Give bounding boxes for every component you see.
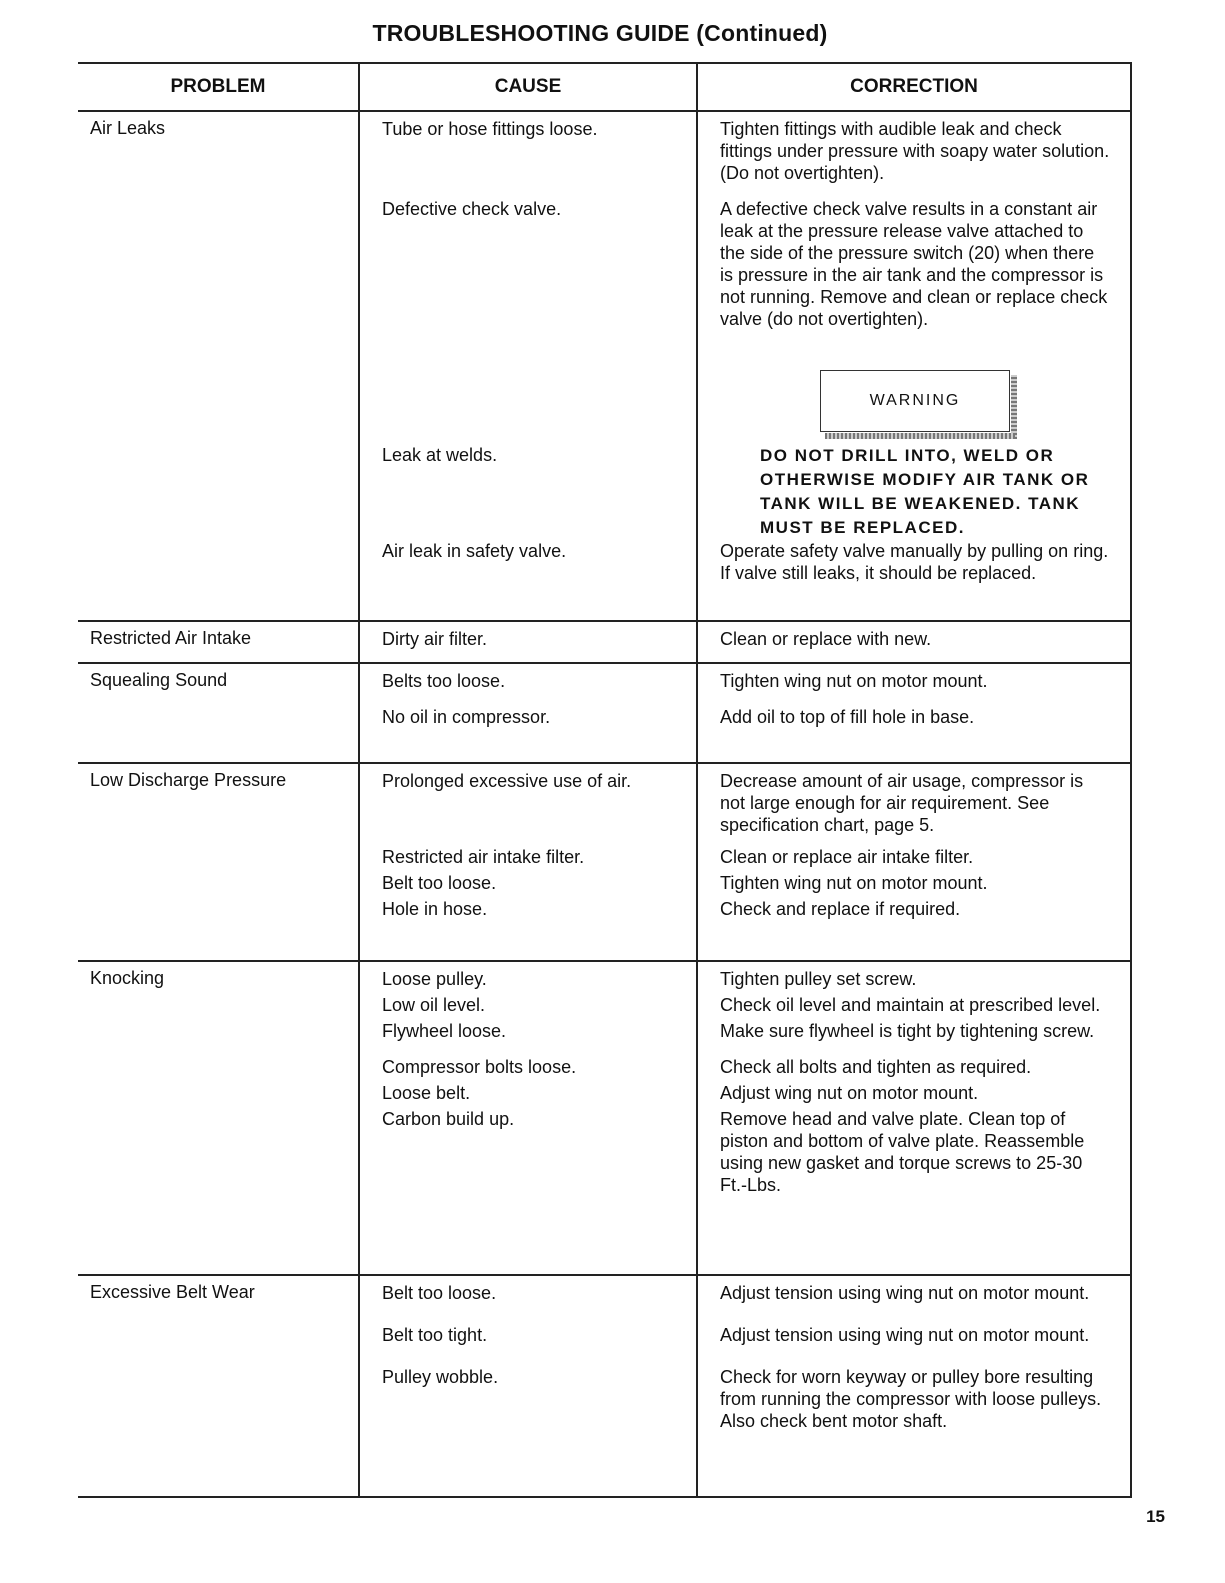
correction-text: Tighten fittings with audible leak and check fittings under pressure with soapy water solution. (Do not overtighten). xyxy=(720,119,1110,183)
cause-text: Belt too loose. xyxy=(382,873,497,893)
cause-cell xyxy=(358,664,696,762)
cause-text: Pulley wobble. xyxy=(382,1367,499,1387)
correction-text: Make sure flywheel is tight by tightening screw. xyxy=(720,1021,1095,1041)
cause-text: Defective check valve. xyxy=(382,199,562,219)
table-header xyxy=(78,64,1132,112)
cause-text: Carbon build up. xyxy=(382,1109,515,1129)
cause-cell xyxy=(358,962,696,1274)
correction-text: Clean or replace air intake filter. xyxy=(720,847,974,867)
cause-text: Flywheel loose. xyxy=(382,1021,507,1041)
header-correction: CORRECTION xyxy=(696,64,1132,110)
warning-block xyxy=(720,370,1110,540)
header-cause: CAUSE xyxy=(358,64,696,110)
table-row xyxy=(78,1276,1132,1496)
warning-label: WARNING xyxy=(820,370,1010,432)
page-number: 15 xyxy=(1146,1507,1165,1526)
correction-text: Operate safety valve manually by pulling on ring. If valve still leaks, it should be replaced. xyxy=(720,541,1109,583)
problem-cell: Low Discharge Pressure xyxy=(90,770,287,790)
cause-text: Belts too loose. xyxy=(382,671,506,691)
cause-text: Prolonged excessive use of air. xyxy=(382,771,632,791)
correction-cell xyxy=(696,962,1132,1274)
cause-text: No oil in compressor. xyxy=(382,707,551,727)
problem-cell: Restricted Air Intake xyxy=(90,628,252,648)
problem-cell: Air Leaks xyxy=(90,118,166,138)
correction-cell xyxy=(696,764,1132,960)
problem-cell: Knocking xyxy=(90,968,165,988)
troubleshooting-table xyxy=(78,62,1132,1498)
correction-cell xyxy=(696,622,1132,662)
cause-text: Restricted air intake filter. xyxy=(382,847,585,867)
correction-text: Check oil level and maintain at prescribed level. xyxy=(720,995,1101,1015)
warning-text: DO NOT DRILL INTO, WELD OR OTHERWISE MODIFY AIR TANK OR TANK WILL BE WEAKENED. TANK MUST BE REPLACED. xyxy=(760,446,1090,537)
page-title: TROUBLESHOOTING GUIDE (Continued) xyxy=(372,20,828,46)
correction-text: Tighten wing nut on motor mount. xyxy=(720,873,988,893)
warning-sign xyxy=(720,370,1110,432)
table-row xyxy=(78,962,1132,1276)
table-row xyxy=(78,622,1132,664)
correction-text: Check for worn keyway or pulley bore resulting from running the compressor with loose pulleys. Also check bent motor shaft. xyxy=(720,1367,1102,1431)
correction-text: Adjust wing nut on motor mount. xyxy=(720,1083,979,1103)
cause-text: Compressor bolts loose. xyxy=(382,1057,577,1077)
correction-text: Add oil to top of fill hole in base. xyxy=(720,707,975,727)
correction-cell xyxy=(696,664,1132,762)
cause-text: Low oil level. xyxy=(382,995,486,1015)
correction-text: Remove head and valve plate. Clean top of piston and bottom of valve plate. Reassemble using new gasket and torque screws to 25-30 Ft.-Lbs. xyxy=(720,1109,1085,1195)
header-problem: PROBLEM xyxy=(170,76,266,97)
problem-cell: Squealing Sound xyxy=(90,670,228,690)
correction-cell xyxy=(696,1276,1132,1496)
problem-cell: Excessive Belt Wear xyxy=(90,1282,255,1302)
correction-text: Check all bolts and tighten as required. xyxy=(720,1057,1032,1077)
cause-text: Air leak in safety valve. xyxy=(382,541,567,561)
cause-text: Loose pulley. xyxy=(382,969,487,989)
correction-text: Adjust tension using wing nut on motor mount. xyxy=(720,1283,1090,1303)
cause-text: Belt too tight. xyxy=(382,1325,488,1345)
cause-text: Leak at welds. xyxy=(382,445,498,465)
correction-text: Decrease amount of air usage, compressor is not large enough for air requirement. See specification chart, page 5. xyxy=(720,771,1084,835)
table-row xyxy=(78,764,1132,962)
correction-text: Check and replace if required. xyxy=(720,899,961,919)
correction-text: Clean or replace with new. xyxy=(720,629,932,649)
cause-text: Hole in hose. xyxy=(382,899,488,919)
correction-text: A defective check valve results in a constant air leak at the pressure release valve attached to the side of the pressure switch (20) when there is pressure in the air tank and the compressor is not running. Remove and clean or replace check valve (do not overtighten). xyxy=(720,199,1108,329)
cause-cell xyxy=(358,112,696,620)
correction-text: Tighten pulley set screw. xyxy=(720,969,917,989)
cause-text: Loose belt. xyxy=(382,1083,471,1103)
cause-text: Tube or hose fittings loose. xyxy=(382,119,598,139)
cause-cell xyxy=(358,764,696,960)
cause-text: Dirty air filter. xyxy=(382,629,488,649)
cause-cell xyxy=(358,622,696,662)
table-row xyxy=(78,664,1132,764)
table-row xyxy=(78,112,1132,622)
cause-text: Belt too loose. xyxy=(382,1283,497,1303)
correction-text: Tighten wing nut on motor mount. xyxy=(720,671,988,691)
correction-cell xyxy=(696,112,1132,620)
cause-cell xyxy=(358,1276,696,1496)
correction-text: Adjust tension using wing nut on motor mount. xyxy=(720,1325,1090,1345)
table-body xyxy=(78,112,1132,1496)
